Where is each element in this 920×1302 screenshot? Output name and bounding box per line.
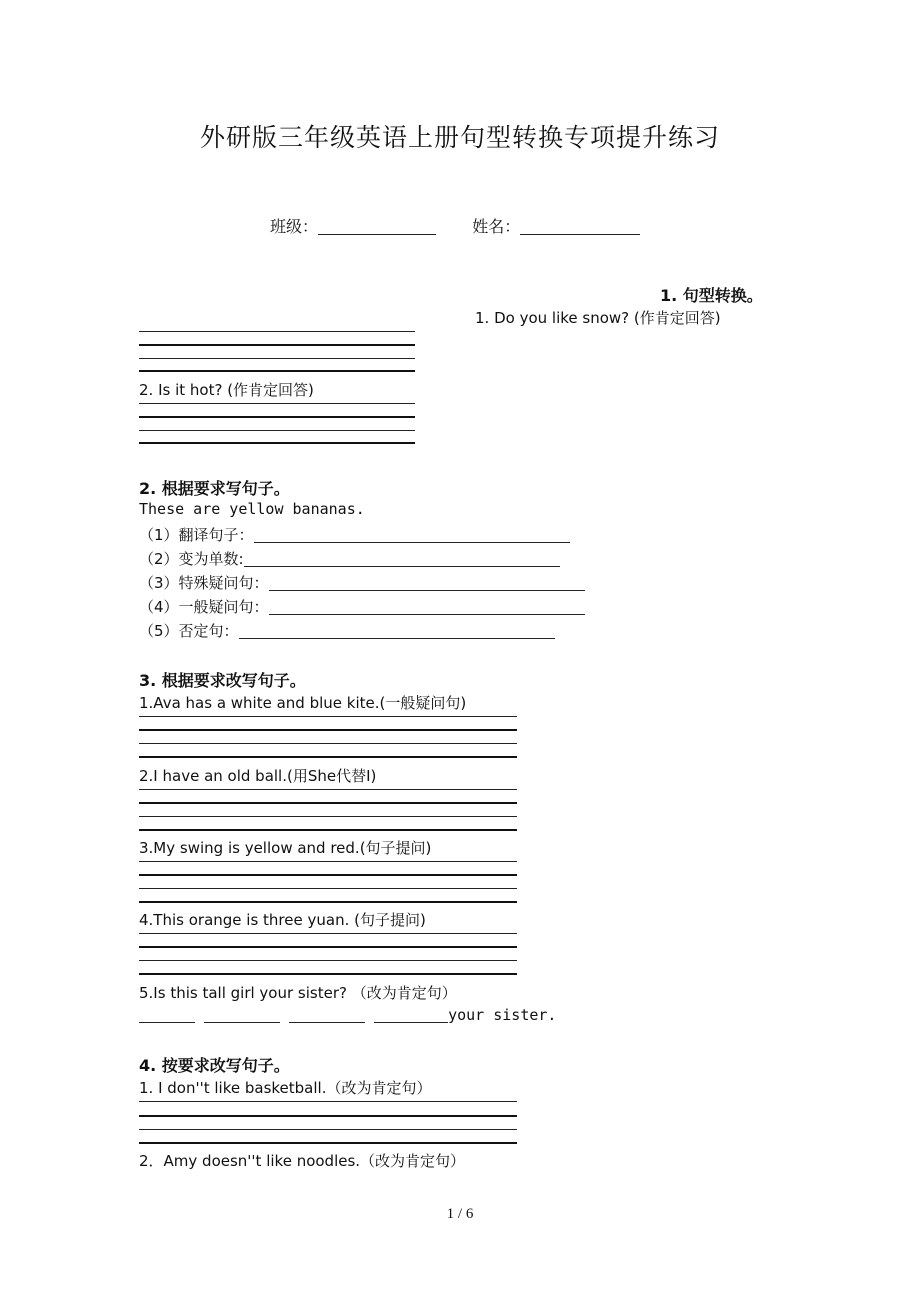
- answer-line[interactable]: [139, 729, 517, 731]
- answer-line[interactable]: [139, 946, 517, 948]
- s2-sentence: These are yellow bananas.: [139, 500, 365, 518]
- s3-q5-tail: your sister.: [448, 1006, 557, 1024]
- answer-blank[interactable]: [244, 551, 560, 567]
- s2-item-label: （3）特殊疑问句：: [139, 574, 269, 592]
- answer-blank[interactable]: [139, 1007, 195, 1023]
- answer-line[interactable]: [139, 370, 415, 372]
- student-info: [270, 214, 640, 237]
- answer-line[interactable]: [139, 973, 517, 975]
- s2-item: [139, 596, 585, 617]
- answer-line[interactable]: [139, 756, 517, 758]
- section-4-heading: 4. 按要求改写句子。: [139, 1056, 290, 1075]
- class-field[interactable]: [318, 218, 436, 235]
- answer-line[interactable]: [139, 789, 517, 790]
- class-label: 班级：: [270, 217, 319, 236]
- answer-blank[interactable]: [204, 1007, 280, 1023]
- answer-line[interactable]: [139, 874, 517, 876]
- answer-line[interactable]: [139, 861, 517, 862]
- answer-line[interactable]: [139, 716, 517, 717]
- s4-question-1: 1. I don''t like basketball.（改为肯定句）: [139, 1079, 432, 1097]
- s4-question-2: 2．Amy doesn''t like noodles.（改为肯定句）: [139, 1152, 466, 1170]
- s2-item-label: （4）一般疑问句：: [139, 598, 269, 616]
- name-label: 姓名：: [472, 217, 521, 236]
- answer-line[interactable]: [139, 344, 415, 346]
- answer-line[interactable]: [139, 1142, 517, 1144]
- s2-item: [139, 620, 555, 641]
- answer-line[interactable]: [139, 888, 517, 889]
- s3-question-1: 1.Ava has a white and blue kite.(一般疑问句): [139, 694, 467, 712]
- s3-question-4: 4.This orange is three yuan. (句子提问): [139, 911, 426, 929]
- s2-item-label: （1）翻译句子：: [139, 526, 254, 544]
- answer-line[interactable]: [139, 403, 415, 404]
- answer-blank[interactable]: [269, 599, 585, 615]
- answer-line[interactable]: [139, 331, 415, 332]
- answer-line[interactable]: [139, 416, 415, 418]
- page-title: 外研版三年级英语上册句型转换专项提升练习: [199, 123, 720, 152]
- answer-blank[interactable]: [289, 1007, 365, 1023]
- answer-blank[interactable]: [374, 1007, 448, 1023]
- s2-item: [139, 572, 585, 593]
- s3-q5-answer: [139, 1006, 556, 1024]
- answer-line[interactable]: [139, 1115, 517, 1117]
- section-3-heading: 3. 根据要求改写句子。: [139, 671, 306, 690]
- answer-line[interactable]: [139, 829, 517, 831]
- answer-line[interactable]: [139, 960, 517, 961]
- section-2-heading: 2. 根据要求写句子。: [139, 479, 290, 498]
- answer-line[interactable]: [139, 816, 517, 817]
- answer-blank[interactable]: [239, 623, 555, 639]
- name-field[interactable]: [520, 218, 640, 235]
- answer-line[interactable]: [139, 358, 415, 359]
- s3-question-2: 2.I have an old ball.(用She代替I): [139, 767, 377, 785]
- answer-line[interactable]: [139, 743, 517, 744]
- s1-question-1: 1. Do you like snow? (作肯定回答): [475, 309, 721, 327]
- answer-line[interactable]: [139, 901, 517, 903]
- answer-line[interactable]: [139, 442, 415, 444]
- answer-line[interactable]: [139, 802, 517, 804]
- answer-blank[interactable]: [269, 575, 585, 591]
- section-1-heading: 1. 句型转换。: [660, 286, 763, 305]
- page-number: 1 / 6: [446, 1206, 474, 1222]
- answer-line[interactable]: [139, 1101, 517, 1102]
- s2-item-label: （2）变为单数:: [139, 550, 244, 568]
- answer-line[interactable]: [139, 1129, 517, 1130]
- s2-item: [139, 548, 560, 569]
- s3-question-3: 3.My swing is yellow and red.(句子提问): [139, 839, 432, 857]
- s3-question-5: 5.Is this tall girl your sister? （改为肯定句）: [139, 984, 457, 1002]
- s2-item-label: （5）否定句：: [139, 622, 239, 640]
- answer-line[interactable]: [139, 430, 415, 431]
- answer-line[interactable]: [139, 933, 517, 934]
- answer-blank[interactable]: [254, 527, 570, 543]
- s2-item: [139, 524, 570, 545]
- s1-question-2: 2. Is it hot? (作肯定回答): [139, 381, 314, 399]
